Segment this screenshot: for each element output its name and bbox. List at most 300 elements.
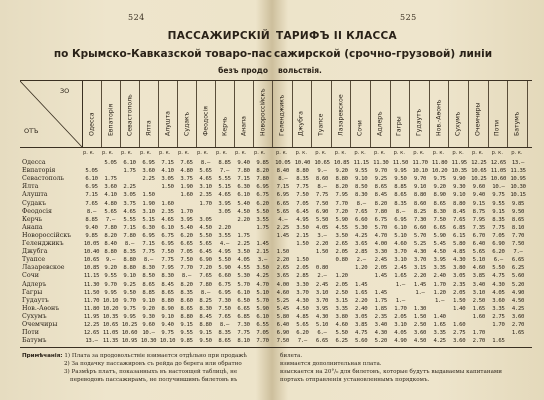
table-cell: 3.60 (492, 297, 505, 304)
table-cell: 9.20 (335, 168, 348, 175)
table-cell: 1.— (395, 281, 405, 288)
table-cell: 3.50 (237, 249, 250, 256)
table-cell: 1.50 (296, 257, 309, 264)
table-cell: 1.75 (374, 297, 387, 304)
corner-to-label: ЗО (60, 87, 70, 95)
row-label: Алушта (22, 191, 48, 199)
column-header-label: Судакъ (183, 111, 190, 136)
column-header-label: Батумъ (513, 111, 521, 136)
table-cell: 8.20 (104, 232, 117, 239)
table-cell: 9.15 (492, 208, 505, 215)
table-cell: 8.80 (335, 176, 348, 183)
table-cell: 12.25 (83, 322, 100, 328)
row-label: Адлеръ (22, 280, 47, 288)
table-cell: 11.05 (102, 330, 119, 337)
table-cell: 3.15 (335, 297, 348, 304)
table-cell: 3.55 (256, 216, 269, 223)
table-cell: 8.50 (355, 184, 368, 191)
table-cell: 8.30 (355, 192, 368, 199)
column-header (488, 81, 509, 147)
table-cell: 4.25 (511, 305, 525, 312)
note-line-1: билета. (280, 353, 303, 359)
table-cell: 1.40 (433, 313, 446, 320)
table-cell: 1.65 (355, 289, 368, 296)
column-header (272, 81, 293, 147)
column-header-label: Керчь (221, 116, 228, 136)
table-cell: 10.85 (333, 160, 350, 166)
table-cell: 7.15 (237, 176, 250, 183)
table-cell: 7.15 (142, 241, 155, 247)
table-cell: 5.10 (315, 322, 329, 328)
table-cell: 3.05 (453, 273, 466, 280)
table-cell: 7.75 (296, 184, 309, 191)
units-label: р. к. (102, 150, 114, 156)
table-cell: 4.30 (492, 281, 505, 288)
row-label: Гудаутъ (22, 296, 49, 304)
table-cell: 2.85 (296, 273, 309, 280)
table-cell: 10.15 (510, 192, 526, 199)
row-label: Сочи (22, 272, 39, 280)
table-cell: 8.30 (433, 208, 446, 215)
table-cell: 7.95 (472, 216, 485, 223)
table-cell: 5.25 (413, 241, 427, 247)
column-header (390, 81, 411, 147)
column-header (234, 81, 254, 147)
column-header (101, 81, 121, 147)
table-cell: 5.65 (296, 322, 309, 328)
table-cell: 12.65 (490, 160, 507, 166)
table-cell: 9.75 (161, 330, 174, 337)
row-label: Туапсе (22, 256, 46, 264)
table-cell: 3.40 (472, 281, 485, 288)
table-cell: 9.70 (374, 168, 387, 175)
table-cell: 7.35 (472, 224, 485, 231)
table-cell: 6.95 (142, 232, 155, 239)
table-cell: 6.85 (237, 313, 250, 320)
table-cell: 9.10 (142, 297, 155, 304)
table-cell: 7.30 (413, 216, 427, 223)
table-cell: 6.10 (237, 289, 250, 296)
table-cell: 7.20 (199, 265, 212, 272)
table-cell: 7.65 (453, 216, 466, 223)
table-cell: 11.70 (83, 297, 100, 304)
table-cell: 6.10 (161, 224, 174, 231)
table-cell: 4.30 (315, 313, 329, 320)
table-cell: 4.00 (374, 241, 387, 247)
table-cell: 7.20 (335, 208, 348, 215)
table-cell: 6.10 (85, 176, 98, 183)
table-cell: 5.70 (374, 224, 387, 231)
table-cell: 10.05 (275, 160, 291, 166)
table-cell: 4.30 (296, 297, 309, 304)
table-cell: 1.— (395, 297, 405, 304)
table-cell: 2.65 (276, 265, 289, 272)
column-header (177, 81, 197, 147)
table-cell: 1.50 (276, 249, 289, 256)
table-cell: 5.20 (374, 338, 387, 345)
table-cell: 1.60 (472, 313, 485, 320)
table-cell: 4.65 (218, 192, 231, 199)
table-cell: 6.90 (492, 241, 505, 247)
table-cell: 4.55 (335, 224, 348, 231)
table-cell: 9.50 (511, 208, 525, 215)
column-header (409, 81, 430, 147)
table-cell: 8.— (278, 176, 288, 183)
table-cell: 6.95 (276, 192, 289, 199)
table-cell: 5.65 (104, 208, 117, 215)
table-cell: 6.45 (199, 249, 212, 256)
table-cell: 9.70 (123, 297, 136, 304)
table-cell: 4.65 (123, 208, 136, 215)
table-cell: 5.15 (142, 216, 155, 223)
table-cell: 6.30 (142, 224, 155, 231)
row-label: Судакъ (22, 199, 47, 207)
table-cell: 3.70 (315, 297, 329, 304)
table-cell: 6.95 (85, 184, 98, 191)
units-label: р. к. (432, 150, 445, 156)
table-cell: 9.85 (511, 200, 525, 207)
table-cell: 7.80 (374, 208, 387, 215)
table-cell: 6.60 (218, 273, 231, 280)
note-line-4: портахъ отправленія установленнымъ порядкомъ. (280, 377, 430, 383)
row-label: Джубга (22, 248, 48, 256)
table-cell: 5.50 (335, 330, 348, 337)
table-cell: 8.— (395, 208, 405, 215)
table-cell: 9.30 (453, 184, 466, 191)
row-label: Геленджикъ (22, 240, 64, 247)
table-cell: 8.80 (161, 297, 174, 304)
table-cell: 5.40 (237, 200, 250, 207)
table-cell: 5.80 (453, 241, 466, 247)
table-cell: 1.70 (180, 208, 193, 215)
table-cell: 1.60 (453, 322, 466, 328)
title-line-2: сажирской (срочно-грузовой) линіи (274, 48, 493, 60)
table-cell: 3.35 (335, 305, 348, 312)
table-cell: 6.95 (218, 289, 231, 296)
table-cell: 8.85 (142, 289, 155, 296)
table-cell: 8.35 (123, 249, 136, 256)
table-cell: 5.10 (472, 257, 485, 264)
table-cell: 7.50 (180, 257, 193, 264)
table-cell: 7.50 (296, 192, 309, 199)
table-cell: 2.25 (142, 176, 155, 183)
table-cell: 6.85 (453, 224, 466, 231)
table-cell: 11.35 (510, 168, 526, 175)
table-cell: 6.20 (296, 330, 309, 337)
table-cell: 8.— (86, 208, 97, 215)
column-header (331, 81, 352, 147)
table-cell: 9.25 (374, 176, 387, 183)
table-cell: 2.35 (374, 313, 387, 320)
corner-cell (20, 81, 83, 147)
table-cell: 1.70 (394, 305, 407, 312)
table-cell: 9.50 (123, 289, 136, 296)
table-cell: 7.50 (433, 216, 446, 223)
table-cell: 7.65 (180, 160, 193, 166)
table-cell: 7.75 (492, 224, 505, 231)
table-cell: 2.35 (161, 208, 174, 215)
table-cell: 6.65 (276, 200, 289, 207)
table-cell: 8.— (181, 273, 192, 280)
table-cell: 11.50 (83, 289, 100, 296)
table-cell: 5.90 (335, 216, 348, 223)
table-cell: 7.70 (180, 265, 193, 272)
table-cell: 8.65 (180, 305, 193, 312)
row-label: Феодосія (22, 207, 52, 215)
table-cell: 8.65 (433, 200, 446, 207)
column-header (292, 81, 313, 147)
table-cell: 5.10 (256, 289, 269, 296)
table-cell: 8.65 (511, 216, 525, 223)
table-cell: 4.05 (394, 330, 407, 337)
note-line-1 (22, 353, 247, 360)
table-cell: 3.30 (296, 281, 309, 288)
table-cell: 5.45 (433, 241, 446, 247)
table-cell: 3.35 (433, 265, 446, 272)
table-cell: 3.50 (335, 232, 348, 239)
column-header-label: Гагры (395, 116, 403, 136)
table-cell: 2.20 (218, 224, 231, 231)
table-cell: 8.35 (492, 216, 505, 223)
table-cell: 3.65 (355, 241, 368, 247)
table-cell: 3.40 (374, 322, 387, 328)
table-cell: 8.— (143, 257, 154, 264)
table-cell: 9.55 (104, 273, 117, 280)
table-cell: 3.10 (199, 184, 212, 191)
table-cell: 4.80 (104, 200, 117, 207)
table-cell: 4.75 (492, 273, 505, 280)
table-cell: 1.20 (433, 289, 446, 296)
table-cell: 3.95 (315, 305, 329, 312)
table-cell: 8.60 (413, 200, 427, 207)
table-cell: 8.80 (104, 249, 117, 256)
table-cell: 1.30 (413, 305, 427, 312)
table-cell: 7.30 (237, 322, 250, 328)
table-cell: 3.55 (218, 232, 231, 239)
row-label: Керчь (22, 215, 43, 223)
table-cell: 6.65 (433, 224, 446, 231)
table-cell: 4.— (278, 216, 288, 223)
table-cell: 1.90 (142, 200, 155, 207)
table-cell: 8.— (219, 322, 230, 328)
table-cell: 6.60 (355, 216, 368, 223)
table-cell: 3.75 (180, 176, 193, 183)
table-cell: 3.35 (492, 305, 505, 312)
table-cell: 11.05 (490, 168, 507, 175)
table-cell: 2.35 (453, 281, 466, 288)
table-cell: 5.70 (413, 232, 427, 239)
table-cell: 6.75 (374, 216, 387, 223)
table-cell: 7.05 (492, 232, 505, 239)
table-cell: 7.80 (199, 281, 212, 288)
table-cell: 6.90 (276, 330, 289, 337)
table-cell: 5.10 (394, 232, 407, 239)
table-cell: 1.50 (315, 249, 329, 256)
table-cell: 9.50 (394, 176, 407, 183)
page-number: 525 (400, 13, 417, 22)
table-cell: 9.60 (472, 184, 485, 191)
table-cell: 8.20 (335, 184, 348, 191)
table-cell: 8.— (200, 160, 211, 166)
table-cell: 5.55 (123, 216, 136, 223)
table-cell: 10.20 (431, 168, 448, 175)
table-cell: 7.50 (315, 200, 329, 207)
units-label: р. к. (315, 150, 327, 156)
table-cell: 9.10 (355, 176, 368, 183)
column-header-label: Нов.-Аѳонъ (435, 99, 443, 136)
table-cell: 4.55 (237, 265, 250, 272)
table-cell: 7.80 (256, 176, 269, 183)
table-cell: 5.65 (199, 168, 212, 175)
table-cell: 4.90 (394, 338, 407, 345)
table-cell: 3.60 (511, 313, 525, 320)
table-cell: 1.65 (492, 338, 505, 345)
table-cell: 9.95 (394, 168, 407, 175)
table-cell: 7.75 (142, 249, 155, 256)
column-header (507, 81, 528, 147)
table-cell: 6.10 (237, 192, 250, 199)
table-cell: 5.70 (256, 297, 269, 304)
table-cell: 6.95 (256, 184, 269, 191)
table-cell: 9.85 (180, 338, 193, 345)
table-cell: 9.10 (413, 184, 427, 191)
table-cell: 4.95 (296, 216, 309, 223)
units-label: р. к. (235, 150, 247, 156)
table-cell: 4.30 (453, 257, 466, 264)
row-label: Очемчиры (22, 321, 58, 328)
table-cell: 6.55 (256, 322, 269, 328)
table-cell: 11.15 (353, 160, 369, 166)
table-cell: 2.70 (511, 322, 525, 328)
table-cell: 1.70 (472, 330, 485, 337)
table-cell: 10.95 (121, 338, 138, 345)
table-cell: 5.60 (511, 273, 525, 280)
table-cell: 1.90 (180, 184, 193, 191)
table-cell: 10.35 (451, 168, 467, 175)
table-cell: 5.65 (276, 208, 289, 215)
table-cell: 5.65 (199, 241, 212, 247)
table-cell: 8.80 (123, 257, 136, 264)
table-cell: 9.40 (161, 322, 174, 328)
row-label: Севастополь (22, 175, 65, 183)
table-cell: 8.80 (296, 168, 309, 175)
table-cell: 5.15 (218, 184, 231, 191)
table-cell: 9.85 (85, 232, 98, 239)
table-cell: 3.85 (355, 322, 368, 328)
table-cell: 6.25 (511, 265, 525, 272)
table-cell: 7.05 (180, 249, 193, 256)
title-line-1: ПАССАЖИРСКІЙ (167, 30, 270, 42)
table-cell: 11.95 (451, 160, 467, 166)
table-cell: 4.05 (315, 224, 329, 231)
table-cell: 2.50 (413, 322, 427, 328)
table-cell: 10.20 (102, 305, 119, 312)
table-cell: 8.45 (161, 281, 174, 288)
table-cell: 6.— (493, 257, 503, 264)
table-cell: 7.65 (85, 200, 98, 207)
table-cell: 6.45 (296, 208, 309, 215)
column-header-label: Севастополь (126, 94, 133, 136)
table-cell: 11.30 (373, 160, 389, 166)
table-cell: 8.85 (85, 216, 98, 223)
table-cell: 1.40 (453, 305, 466, 312)
table-cell: 8.90 (433, 192, 446, 199)
column-header-label: Сочи (356, 120, 364, 136)
table-cell: 9.40 (472, 192, 485, 199)
table-cell: 9.40 (237, 160, 250, 166)
table-cell: 3.75 (123, 200, 136, 207)
table-cell: 4.85 (453, 249, 466, 256)
table-cell: 6.70 (472, 232, 485, 239)
table-cell: 11.95 (83, 313, 100, 320)
table-cell: 9.50 (199, 338, 212, 345)
table-cell: 10.65 (471, 168, 487, 175)
units-label: р. к. (354, 150, 366, 156)
table-cell: 4.60 (276, 289, 289, 296)
table-cell: 4.05 (492, 289, 505, 296)
table-cell: 13.— (511, 160, 525, 166)
table-cell: 2.50 (472, 297, 485, 304)
table-cell: 13.— (85, 338, 98, 345)
table-cell: 5.90 (433, 232, 446, 239)
table-cell: 10.85 (83, 265, 100, 272)
table-cell: 2.65 (335, 241, 348, 247)
table-cell: 2.45 (315, 281, 329, 288)
table-cell: 3.10 (394, 257, 407, 264)
table-cell: 10.40 (294, 160, 311, 166)
note-line-3: взыскается на 20°/₀ для билетовъ, которые будутъ выдаваемы капитанами (280, 369, 503, 375)
table-cell: 3.95 (180, 216, 193, 223)
corner-from-label: ОТЪ (24, 127, 39, 135)
table-cell: 3.— (317, 232, 327, 239)
row-label: Поти (22, 329, 39, 337)
table-cell: 4.90 (511, 289, 525, 296)
table-cell: 5.50 (199, 232, 212, 239)
table-cell: 1.50 (413, 313, 427, 320)
table-cell: 10.95 (510, 176, 526, 183)
table-cell: 7.50 (218, 305, 231, 312)
units-label: р. к. (393, 150, 405, 156)
table-cell: 1.45 (413, 281, 427, 288)
table-cell: 9.70 (104, 281, 117, 288)
table-cell: 4.60 (472, 265, 485, 272)
column-header-label: Новороссійскъ (259, 88, 266, 136)
table-cell: 2.05 (394, 313, 407, 320)
table-cell: 4.50 (413, 338, 427, 345)
column-header-label: Ялта (145, 120, 152, 136)
table-cell: 9.95 (104, 289, 117, 296)
table-cell: 8.— (317, 184, 327, 191)
table-cell: 3.70 (413, 257, 427, 264)
table-cell: 2.45 (394, 265, 407, 272)
table-cell: 4.30 (413, 249, 427, 256)
table-cell: 1.75 (123, 168, 136, 175)
table-cell: 7.65 (218, 313, 231, 320)
table-cell: 7.75 (315, 192, 329, 199)
table-cell: 3.70 (394, 249, 407, 256)
table-cell: 3.30 (374, 249, 387, 256)
table-cell: 9.15 (180, 322, 193, 328)
row-label: Анапа (22, 223, 43, 231)
table-cell: 2.20 (237, 216, 250, 223)
table-cell: 6.75 (218, 281, 231, 288)
table-cell: 8.80 (453, 200, 466, 207)
table-cell: 9.90 (453, 176, 466, 183)
table-cell: 8.65 (142, 281, 155, 288)
table-cell: 8.80 (123, 265, 136, 272)
column-header (196, 81, 216, 147)
table-cell: 4.50 (433, 249, 446, 256)
